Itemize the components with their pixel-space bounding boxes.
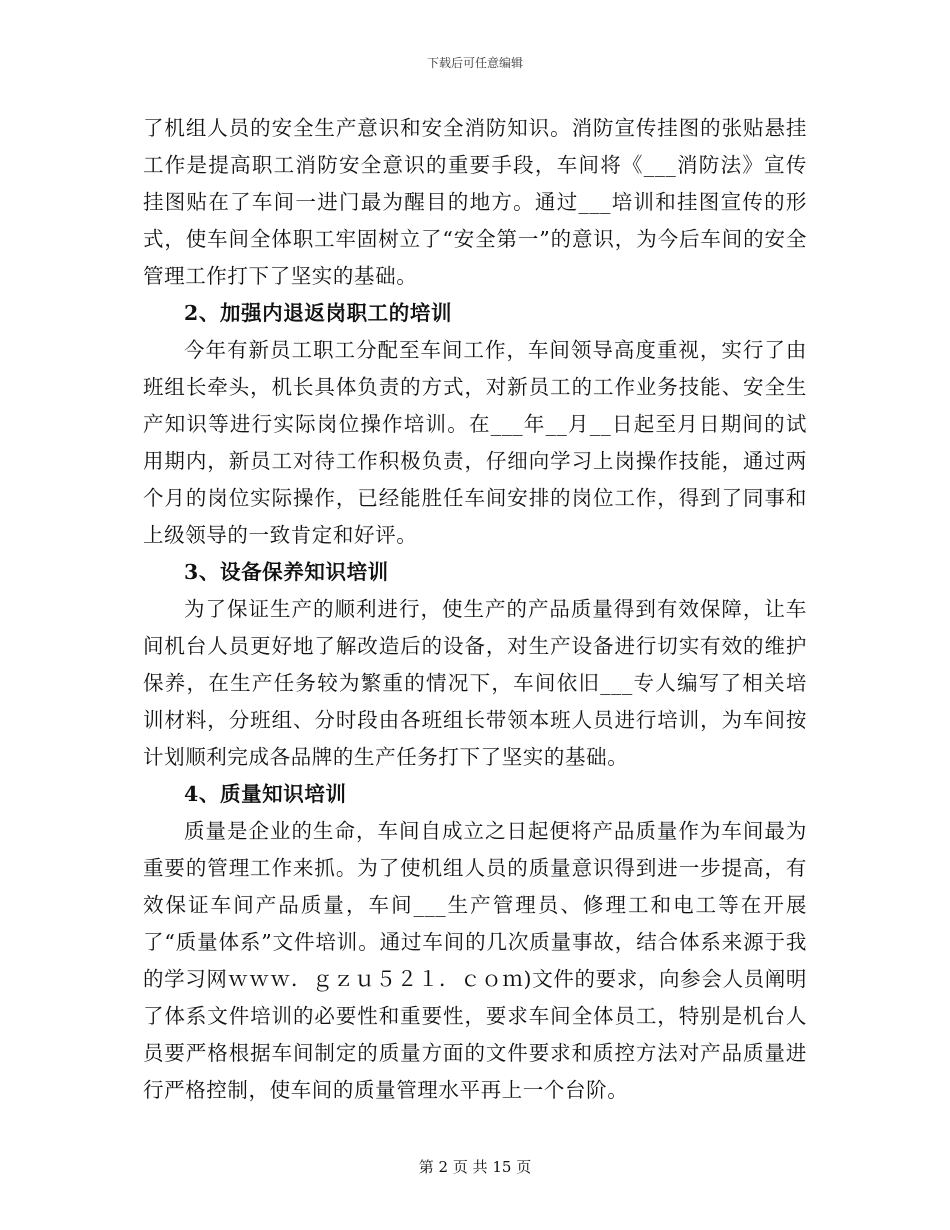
section-heading-2: 2、加强内退返岗职工的培训 <box>184 301 453 325</box>
page-header-note: 下载后可任意编辑 <box>426 56 523 70</box>
section-heading-4: 4、质量知识培训 <box>184 782 347 806</box>
paragraph-fire-safety: 了机组人员的安全生产意识和安全消防知识。消防宣传挂图的张贴悬挂工作是提高职工消防安全意识的重要手段，车间将《___消防法》宣传挂图贴在了车间一进门最为醒目的地方。通过___培训和挂图宣传的形式，使车间全体职工牢固树立了“安全第一”的意识，为今后车间的安全管理工作打下了坚实的基础。 <box>143 116 807 288</box>
paragraph-equipment-maintenance: 为了保证生产的顺利进行，使生产的产品质量得到有效保障，让车间机台人员更好地了解改造后的设备，对生产设备进行切实有效的维护保养，在生产任务较为繁重的情况下，车间依旧___专人编写了相关培训材料，分班组、分时段由各班组长带领本班人员进行培训，为车间按计划顺利完成各品牌的生产任务打下了坚实的基础。 <box>143 597 807 769</box>
page-number: 第 2 页 共 15 页 <box>418 1158 532 1176</box>
document-body <box>143 110 807 1109</box>
paragraph-new-staff-training: 今年有新员工职工分配至车间工作，车间领导高度重视，实行了由班组长牵头，机长具体负责的方式，对新员工的工作业务技能、安全生产知识等进行实际岗位操作培训。在___年__月__日起至月日期间的试用期内，新员工对待工作积极负责，仔细向学习上岗操作技能，通过两个月的岗位实际操作，已经能胜任车间安排的岗位工作，得到了同事和上级领导的一致肯定和好评。 <box>143 338 807 547</box>
paragraph-quality-training: 质量是企业的生命，车间自成立之日起便将产品质量作为车间最为重要的管理工作来抓。为了使机组人员的质量意识得到进一步提高，有效保证车间产品质量，车间___生产管理员、修理工和电工等在开展了“质量体系”文件培训。通过车间的几次质量事故，结合体系来源于我的学习网ｗｗｗ．ｇｚｕ５２１．ｃｏｍ)文件的要求，向参会人员阐明了体系文件培训的必要性和重要性，要求车间全体员工，特别是机台人员要严格根据车间制定的质量方面的文件要求和质控方法对产品质量进行严格控制，使车间的质量管理水平再上一个台阶。 <box>143 819 807 1102</box>
section-heading-3: 3、设备保养知识培训 <box>184 560 389 584</box>
